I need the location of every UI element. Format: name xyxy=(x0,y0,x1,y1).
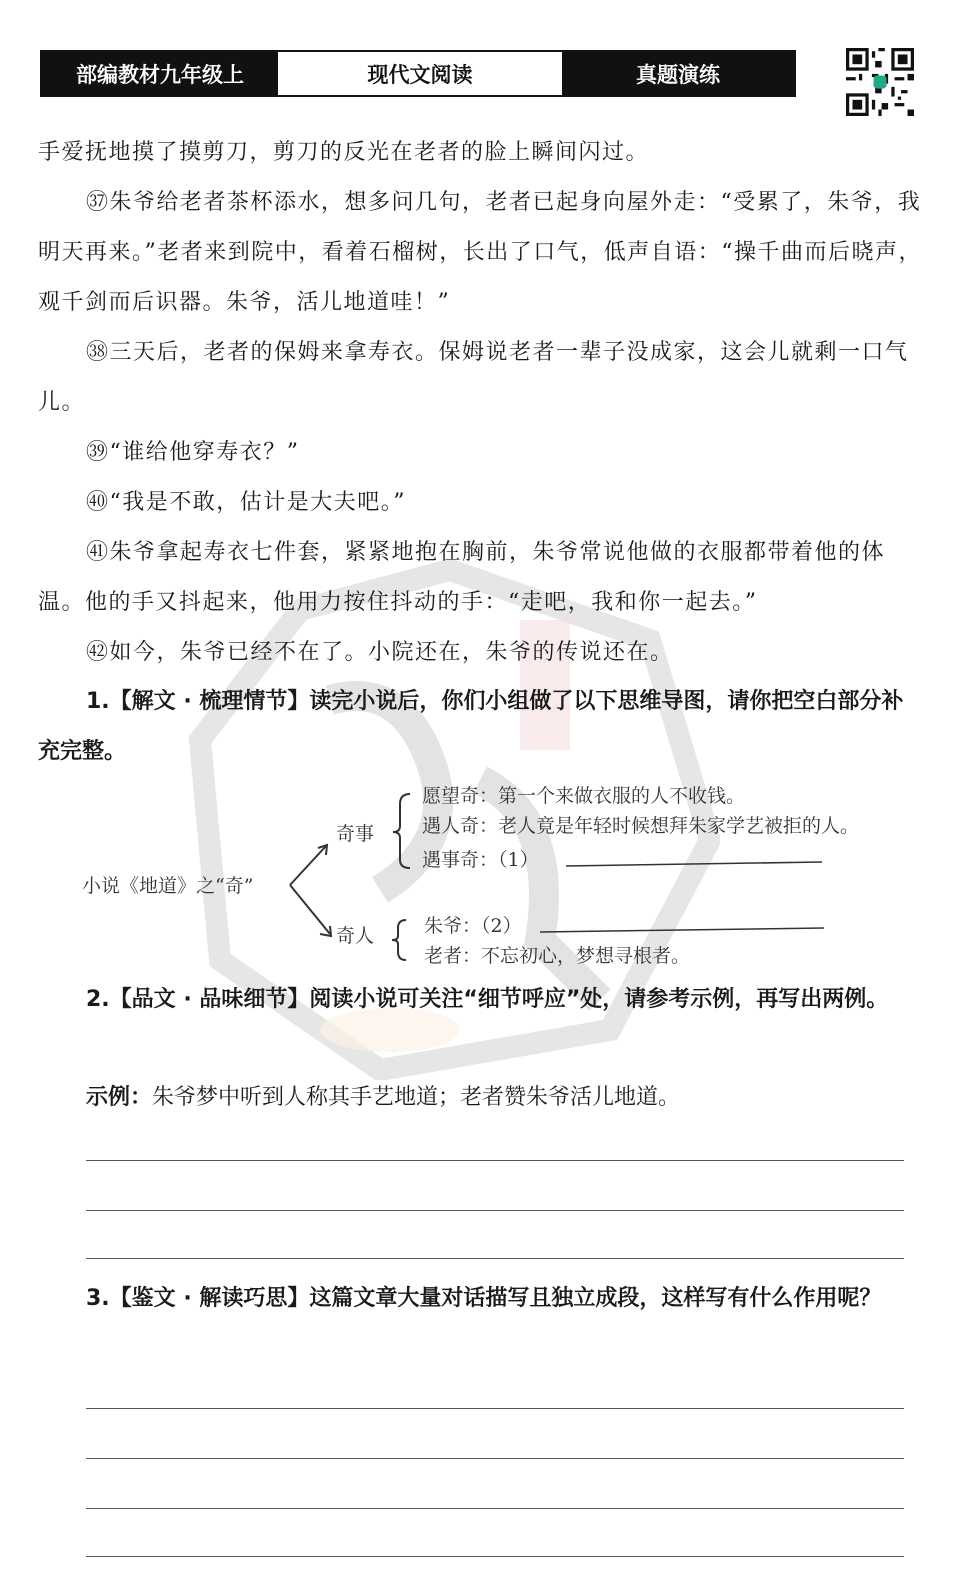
answer-line-q3-1[interactable] xyxy=(86,1408,904,1409)
example-text: 朱爷梦中听到人称其手艺地道；老者赞朱爷活儿地道。 xyxy=(152,1085,681,1110)
answer-line-q3-3[interactable] xyxy=(86,1508,904,1509)
question-1-tag: 【解文 · 梳理情节】 xyxy=(109,689,310,714)
passage-paragraph-38: ㊳三天后，老者的保姆来拿寿衣。保姆说老者一辈子没成家，这会儿就剩一口气儿。 xyxy=(38,340,909,415)
header-grade: 部编教材九年级上 xyxy=(42,52,278,95)
mindmap-branch-2: 奇人 xyxy=(336,925,375,947)
mindmap-branch-2-item-2: 老者：不忘初心，梦想寻根者。 xyxy=(424,945,691,967)
question-2-number: 2. xyxy=(86,987,110,1012)
answer-blank-2[interactable] xyxy=(540,928,824,932)
mindmap-branch-2-item-1: 朱爷：（2） xyxy=(424,915,522,937)
header-type: 真题演练 xyxy=(562,52,794,95)
mindmap-branch-1: 奇事 xyxy=(336,823,375,845)
passage-paragraph-40: ㊵“我是不敢，估计是大夫吧。” xyxy=(86,490,406,515)
answer-blank-1[interactable] xyxy=(566,862,822,866)
question-3-number: 3. xyxy=(86,1286,110,1311)
question-2-tag: 【品文 · 品味细节】 xyxy=(109,987,310,1012)
mindmap-branch-1-item-1: 愿望奇：第一个来做衣服的人不收钱。 xyxy=(422,785,746,807)
passage-paragraph-42: ㊷如今，朱爷已经不在了。小院还在，朱爷的传说还在。 xyxy=(86,640,674,665)
passage-paragraph-39: ㊴“谁给他穿寿衣？” xyxy=(86,440,300,465)
question-3-text: 这篇文章大量对话描写且独立成段，这样写有什么作用呢？ xyxy=(309,1286,882,1311)
question-1 xyxy=(38,677,922,777)
answer-line-q2-1[interactable] xyxy=(86,1160,904,1161)
question-2-text: 阅读小说可关注“细节呼应”处，请参考示例，再写出两例。 xyxy=(309,987,889,1012)
qr-code-icon xyxy=(846,48,914,116)
question-1-number: 1. xyxy=(86,689,110,714)
mindmap-branch-1-item-3: 遇事奇：（1） xyxy=(422,849,539,871)
answer-line-q2-2[interactable] xyxy=(86,1210,904,1211)
question-2 xyxy=(38,975,922,1025)
mind-map xyxy=(0,770,965,980)
question-3-tag: 【鉴文 · 解读巧思】 xyxy=(109,1286,310,1311)
mindmap-root: 小说《地道》之“奇” xyxy=(82,875,254,897)
mindmap-branch-1-item-2: 遇人奇：老人竟是年轻时候想拜朱家学艺被拒的人。 xyxy=(422,815,860,837)
answer-line-q3-4[interactable] xyxy=(86,1556,904,1557)
answer-line-q3-2[interactable] xyxy=(86,1458,904,1459)
passage-paragraph-36-end: 手爱抚地摸了摸剪刀，剪刀的反光在老者的脸上瞬间闪过。 xyxy=(38,140,650,165)
answer-line-q2-3[interactable] xyxy=(86,1258,904,1259)
passage-paragraph-41: ㊶朱爷拿起寿衣七件套，紧紧地抱在胸前，朱爷常说他做的衣服都带着他的体温。他的手又抖起来，他用力按住抖动的手：“走吧，我和你一起去。” xyxy=(38,540,886,615)
page-header xyxy=(40,50,796,97)
passage-paragraph-37: ㊲朱爷给老者茶杯添水，想多问几句，老者已起身向屋外走：“受累了，朱爷，我明天再来。”老者来到院中，看着石榴树，长出了口气，低声自语：“操千曲而后晓声，观千剑而后识器。朱爷，活儿地道哇！” xyxy=(38,190,922,315)
example xyxy=(86,1078,680,1118)
example-label: 示例： xyxy=(86,1085,153,1110)
header-section: 现代文阅读 xyxy=(278,52,562,95)
question-1-text: 读完小说后，你们小组做了以下思维导图，请你把空白部分补充完整。 xyxy=(38,689,904,764)
question-3 xyxy=(38,1274,922,1324)
